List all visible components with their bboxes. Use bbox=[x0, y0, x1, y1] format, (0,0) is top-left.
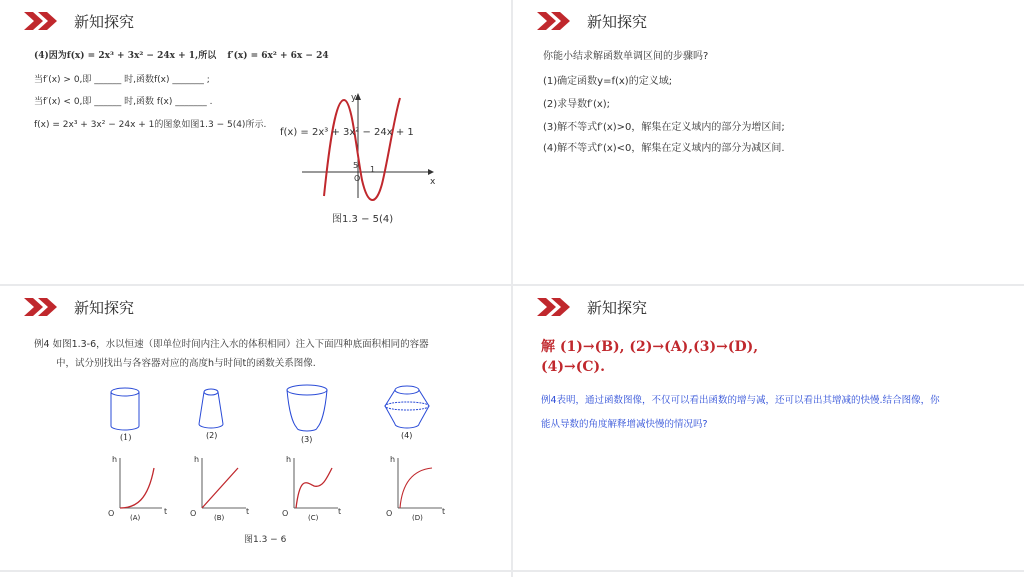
graph-B bbox=[190, 455, 249, 522]
container-3-label: (3) bbox=[301, 435, 313, 444]
slide-header bbox=[537, 10, 647, 32]
increase-condition: 当f′(x) > 0,即 ______ 时,函数f(x) _______ ; bbox=[34, 75, 210, 85]
graph-A-origin: O bbox=[108, 509, 115, 518]
graph-C-t-label: t bbox=[338, 507, 342, 516]
example-line-1: 例4 如图1.3-6，水以恒速（即单位时间内注入水的体积相同）注入下面四种底面积相同的容器 bbox=[34, 339, 429, 350]
graph-D-origin: O bbox=[386, 509, 393, 518]
container-3-icon bbox=[287, 385, 327, 431]
chevron-arrows-icon bbox=[24, 296, 64, 318]
graph-D bbox=[386, 455, 445, 522]
slide-3 bbox=[0, 286, 511, 570]
graph-C-origin: O bbox=[282, 509, 289, 518]
graph-B-line bbox=[202, 468, 238, 508]
container-2-icon bbox=[199, 389, 223, 428]
chevron-arrows-icon bbox=[24, 10, 64, 32]
slide-title: 新知探究 bbox=[74, 12, 135, 31]
x-tick-label: 1 bbox=[370, 165, 376, 174]
line-derivative bbox=[34, 48, 329, 61]
cubic-curve bbox=[324, 98, 400, 200]
slide-6-partial bbox=[513, 572, 1024, 577]
containers-figure bbox=[95, 382, 435, 450]
x-axis-label: x bbox=[430, 177, 436, 187]
derivative-text: f′(x) = 6x² + 6x − 24 bbox=[227, 51, 329, 61]
height-time-graphs bbox=[100, 454, 460, 526]
slide-title: 新知探究 bbox=[587, 298, 648, 317]
y-tick-label: 5 bbox=[353, 161, 359, 170]
slide-header bbox=[24, 296, 134, 318]
origin-label: O bbox=[354, 174, 361, 183]
slide-5-partial bbox=[0, 572, 511, 577]
x-axis-arrow bbox=[428, 169, 434, 175]
graph-C bbox=[282, 455, 341, 522]
container-4-icon bbox=[385, 386, 429, 428]
slide-title: 新知探究 bbox=[74, 298, 135, 317]
graph-C-h-label: h bbox=[286, 455, 292, 464]
note-line-2: 能从导数的角度解释增减快慢的情况吗? bbox=[541, 419, 708, 430]
graph-B-origin: O bbox=[190, 509, 197, 518]
graph-D-h-label: h bbox=[390, 455, 396, 464]
decrease-condition: 当f′(x) < 0,即 ______ 时,函数 f(x) _______ . bbox=[34, 97, 213, 107]
slide-1 bbox=[0, 0, 511, 284]
graph-A-label: (A) bbox=[130, 514, 141, 522]
container-4-label: (4) bbox=[401, 431, 413, 440]
cubic-graph bbox=[278, 88, 438, 228]
note-line-1: 例4表明，通过函数图像，不仅可以看出函数的增与减，还可以看出其增减的快慢.结合图像，你 bbox=[541, 395, 940, 406]
chevron-arrows-icon bbox=[537, 10, 577, 32]
graph-A bbox=[108, 455, 167, 522]
slide-header bbox=[24, 10, 134, 32]
slide-2 bbox=[513, 0, 1024, 284]
figure-caption: 图1.3 − 5(4) bbox=[332, 214, 394, 225]
container-1-icon bbox=[111, 388, 139, 430]
slide-title: 新知探究 bbox=[587, 12, 648, 31]
graph-C-curve bbox=[296, 468, 332, 508]
graph-B-h-label: h bbox=[194, 455, 200, 464]
question-text: 你能小结求解函数单调区间的步骤吗? bbox=[543, 51, 709, 62]
graph-B-label: (B) bbox=[214, 514, 225, 522]
container-1-label: (1) bbox=[120, 433, 132, 442]
graph-A-curve bbox=[120, 468, 154, 508]
figure-caption: 图1.3 − 6 bbox=[244, 535, 287, 545]
graph-B-t-label: t bbox=[246, 507, 250, 516]
step-1: (1)确定函数y=f(x)的定义域; bbox=[543, 76, 673, 87]
answer-line-2: (4)→(C). bbox=[541, 359, 605, 375]
graph-C-label: (C) bbox=[308, 514, 319, 522]
graph-D-label: (D) bbox=[412, 514, 423, 522]
graph-A-h-label: h bbox=[112, 455, 118, 464]
graph-function-label: f(x) = 2x³ + 3x² − 24x + 1 bbox=[280, 127, 414, 138]
graph-A-t-label: t bbox=[164, 507, 168, 516]
step-3: (3)解不等式f′(x)>0，解集在定义域内的部分为增区间; bbox=[543, 122, 785, 133]
y-axis-label: y bbox=[351, 93, 357, 103]
step-2: (2)求导数f′(x); bbox=[543, 99, 611, 110]
given-function-text: (4)因为f(x) = 2x³ + 3x² − 24x + 1,所以 bbox=[34, 51, 217, 61]
graph-D-curve bbox=[400, 468, 432, 508]
answer-line-1: 解 (1)→(B), (2)→(A),(3)→(D), bbox=[541, 339, 759, 355]
graph-note: f(x) = 2x³ + 3x² − 24x + 1的图象如图1.3 − 5(4)所示. bbox=[34, 120, 267, 130]
step-4: (4)解不等式f′(x)<0，解集在定义域内的部分为减区间. bbox=[543, 143, 785, 154]
container-2-label: (2) bbox=[206, 431, 218, 440]
chevron-arrows-icon bbox=[537, 296, 577, 318]
slide-4 bbox=[513, 286, 1024, 570]
example-line-2: 中，试分别找出与各容器对应的高度h与时间t的函数关系图像. bbox=[56, 358, 316, 369]
graph-D-t-label: t bbox=[442, 507, 446, 516]
slide-header bbox=[537, 296, 647, 318]
